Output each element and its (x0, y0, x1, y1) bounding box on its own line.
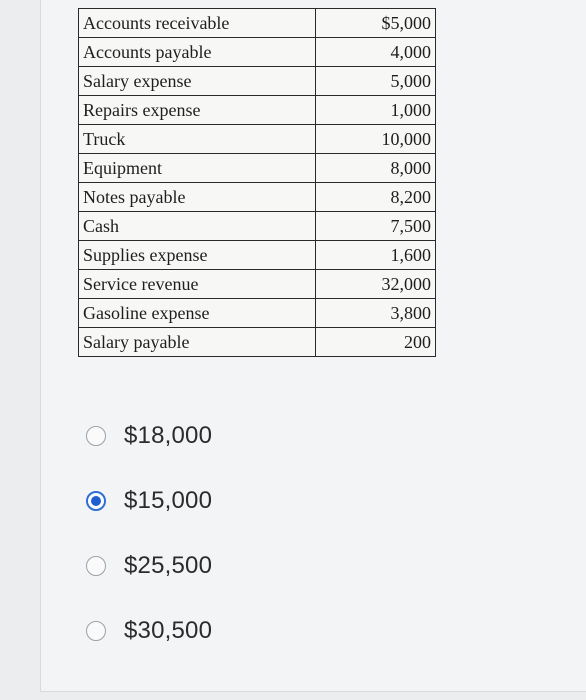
radio-button[interactable] (86, 426, 106, 446)
account-name: Supplies expense (79, 241, 316, 270)
answer-options (86, 416, 212, 676)
account-name: Cash (79, 212, 316, 241)
account-amount: $5,000 (316, 9, 436, 38)
table-row (79, 328, 436, 357)
table-row (79, 125, 436, 154)
answer-option-3[interactable] (86, 546, 212, 586)
account-amount: 10,000 (316, 125, 436, 154)
account-amount: 3,800 (316, 299, 436, 328)
account-name: Equipment (79, 154, 316, 183)
table-row (79, 241, 436, 270)
radio-button[interactable] (86, 556, 106, 576)
option-label: $15,000 (124, 487, 213, 514)
account-amount: 5,000 (316, 67, 436, 96)
account-name: Notes payable (79, 183, 316, 212)
account-name: Repairs expense (79, 96, 316, 125)
option-label: $30,500 (124, 617, 213, 644)
table-row (79, 67, 436, 96)
table-row (79, 299, 436, 328)
account-name: Service revenue (79, 270, 316, 299)
account-amount: 200 (316, 328, 436, 357)
account-amount: 1,000 (316, 96, 436, 125)
table-row (79, 183, 436, 212)
account-name: Salary expense (79, 67, 316, 96)
table-row (79, 212, 436, 241)
account-balances-table (78, 8, 436, 357)
answer-option-2[interactable] (86, 481, 212, 521)
account-amount: 8,200 (316, 183, 436, 212)
answer-option-4[interactable] (86, 611, 212, 651)
account-name: Gasoline expense (79, 299, 316, 328)
table-row (79, 270, 436, 299)
table-row (79, 154, 436, 183)
table-row (79, 38, 436, 67)
account-amount: 8,000 (316, 154, 436, 183)
account-name: Truck (79, 125, 316, 154)
account-amount: 4,000 (316, 38, 436, 67)
account-amount: 7,500 (316, 212, 436, 241)
radio-button-selected[interactable] (86, 491, 106, 511)
account-amount: 1,600 (316, 241, 436, 270)
option-label: $25,500 (124, 552, 213, 579)
table-row (79, 96, 436, 125)
account-amount: 32,000 (316, 270, 436, 299)
account-name: Accounts payable (79, 38, 316, 67)
account-name: Accounts receivable (79, 9, 316, 38)
answer-option-1[interactable] (86, 416, 212, 456)
option-label: $18,000 (124, 422, 213, 449)
table-row (79, 9, 436, 38)
radio-button[interactable] (86, 621, 106, 641)
account-name: Salary payable (79, 328, 316, 357)
